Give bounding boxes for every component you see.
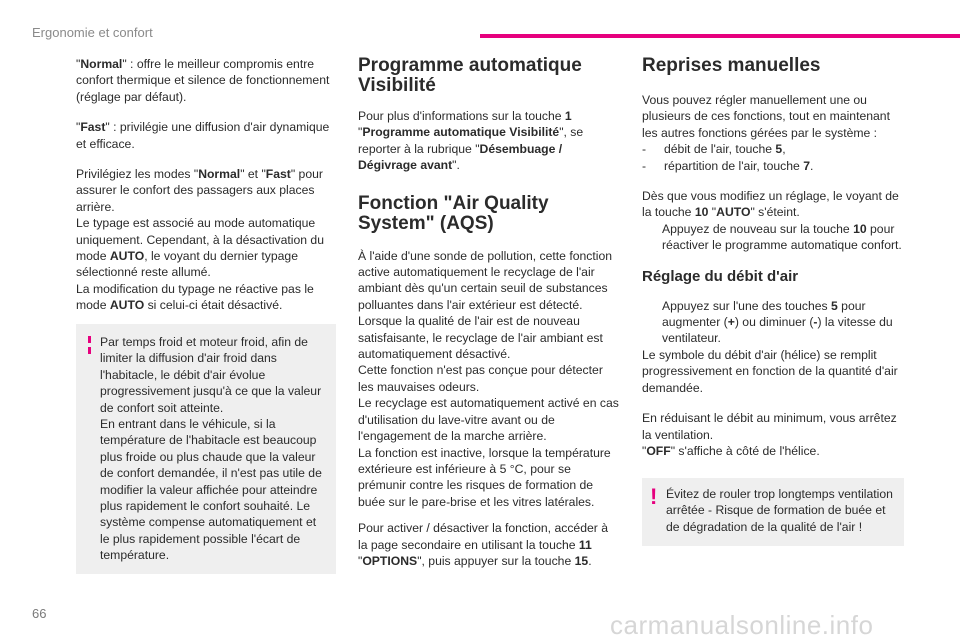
column-right <box>642 56 904 469</box>
heading-auto-visibility: Programme automatique Visibilité <box>358 55 582 96</box>
heading-aqs: Fonction "Air Quality System" (AQS) <box>358 192 549 234</box>
flow-symbol-paragraph: Le symbole du débit d'air (hélice) se remplit progressivement en fonction de la quantité d'air demandée. <box>642 347 898 395</box>
normal-mode-paragraph: "Normal" : offre le meilleur compromis entre confort thermique et silence de fonctionnement (réglage par défaut). <box>76 57 330 104</box>
heading-manual: Reprises manuelles <box>642 55 821 76</box>
aqs-activation-paragraph: Pour activer / désactiver la fonction, accéder à la page secondaire en utilisant la touche 11 "OPTIONS", puis appuyer sur la touche 15. <box>358 521 608 568</box>
page-number: 66 <box>32 606 47 621</box>
arrow-icon <box>642 298 662 347</box>
list-item: - débit de l'air, touche 5, <box>642 142 786 157</box>
manual-intro: Vous pouvez régler manuellement une ou plusieurs de ces fonctions, tout en maintenant les autres fonctions gérées par le système : <box>642 93 890 140</box>
auto-visibility-paragraph: Pour plus d'informations sur la touche 1 "Programme automatique Visibilité", se reporter à la rubrique "Désembuage / Dégivrage avant". <box>358 109 584 173</box>
info-text-1: Par temps froid et moteur froid, afin de limiter la diffusion d'air froid dans l'habitacle, le débit d'air évolue progressivement jusqu'à ce que la valeur de confort soit atteinte. <box>100 335 322 415</box>
info-box <box>76 324 336 574</box>
instruction-bullet: Appuyez de nouveau sur la touche 10 pour réactiver le programme automatique confort. <box>642 221 904 254</box>
header-accent-bar <box>480 34 960 38</box>
watermark: carmanualsonline.info <box>610 610 874 640</box>
warning-text: Évitez de rouler trop longtemps ventilation arrêtée - Risque de formation de buée et de dégradation de la qualité de l'air ! <box>666 487 893 534</box>
section-title: Ergonomie et confort <box>32 25 153 40</box>
heading-airflow: Réglage du débit d'air <box>642 267 799 285</box>
fast-mode-paragraph: "Fast" : privilégie une diffusion d'air dynamique et efficace. <box>76 120 330 151</box>
column-middle <box>358 56 620 579</box>
aqs-paragraph: À l'aide d'une sonde de pollution, cette fonction active automatiquement le recyclage de l'air ambiant dès qu'un certain seuil de substances polluantes dans l'air extérieur est détecté. Lorsque la qualité de l'air est de nouveau satisfaisante, le recyclage de l'air ambiant est automatiquement désactivé. Cette fonction n'est pas conçue pour détecter les mauvaises odeurs. Le recyclage est automatiquement activé en cas d'utilisation du lave-vitre avant ou de l'engagement de la marche arrière. La fonction est inactive, lorsque la température extérieure est inférieure à 5 °C, pour se prémunir contre les risques de formation de buée sur le pare-brise et les vitres latérales. <box>358 248 619 509</box>
warning-box <box>642 478 904 546</box>
arrow-icon <box>642 221 662 254</box>
minimum-paragraph: En réduisant le débit au minimum, vous arrêtez la ventilation. "OFF" s'affiche à côté de l'hélice. <box>642 411 897 458</box>
info-text-2: En entrant dans le véhicule, si la température de l'habitacle est beaucoup plus froide ou plus chaude que la valeur de confort demandée, il n'est pas utile de modifier la valeur affichée pour atteindre plus rapidement le confort souhaité. Le système compense automatiquement et le plus rapidement possible l'écart de température. <box>100 417 322 563</box>
list-item: - répartition de l'air, touche 7. <box>642 158 814 173</box>
column-left <box>76 56 338 324</box>
typing-paragraph: Privilégiez les modes "Normal" et "Fast" pour assurer le confort des passagers aux places arrière. Le typage est associé au mode automatique uniquement. Cependant, à la désactivation du mode AUTO, le voyant du dernier typage sélectionné reste allumé. La modification du typage ne réactive pas le mode AUTO si celui-ci était désactivé. <box>76 167 324 313</box>
reset-paragraph: Dès que vous modifiez un réglage, le voyant de la touche 10 "AUTO" s'éteint. <box>642 189 899 220</box>
instruction-bullet: Appuyez sur l'une des touches 5 pour augmenter (+) ou diminuer (-) la vitesse du ventilateur. <box>642 298 904 347</box>
warning-icon: ! <box>650 484 658 509</box>
page-header <box>0 0 960 40</box>
